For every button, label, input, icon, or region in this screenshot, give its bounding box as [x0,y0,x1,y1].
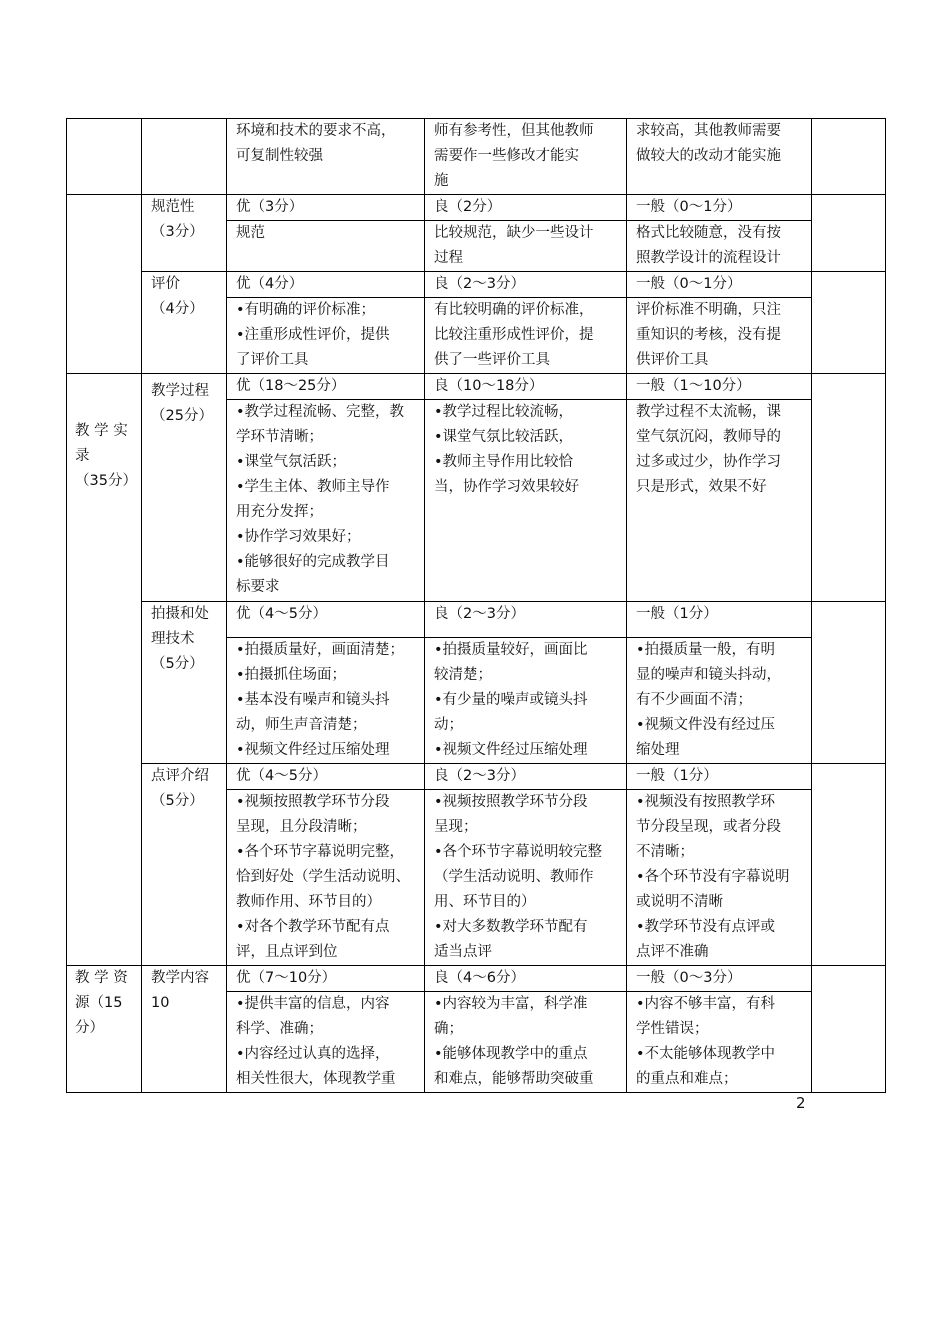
text-line: 教学过程不太流畅，课 [636,404,781,420]
category-name [67,374,142,966]
text-line: 可复制性较强 [236,148,323,164]
criterion-name [142,602,227,764]
text-line: 有比较明确的评价标准， [434,302,594,318]
text-line: 呈现，且分段清晰； [236,819,367,835]
text-line: •拍摄质量一般，有明 [636,642,776,658]
table-row [67,966,886,992]
text-line: •教学过程比较流畅， [434,404,574,420]
category-name [67,966,142,1093]
score-cell [812,119,886,195]
text-line: •教学环节没有点评或 [636,919,776,935]
text-line: •视频文件经过压缩处理 [236,742,390,758]
excellent-desc [227,992,425,1093]
excellent-header: 优（4分） [227,272,425,298]
text-line: 或说明不清晰 [636,894,723,910]
text-line: （3分） [151,224,204,240]
text-line: 施 [434,173,449,189]
text-line: 动，师生声音清楚； [236,717,367,733]
text-line: •对大多数教学环节配有 [434,919,588,935]
text-line: 师有参考性，但其他教师 [434,123,594,139]
text-line: 相关性很大，体现教学重 [236,1071,396,1087]
average-header: 一般（0～1分） [627,272,812,298]
text-line: 源（15 [75,995,123,1011]
text-line: •内容不够丰富，有科 [636,996,776,1012]
text-line: 比较规范，缺少一些设计 [434,225,594,241]
good-desc [425,400,627,602]
text-line: •提供丰富的信息，内容 [236,996,390,1012]
evaluation-table [66,118,886,1093]
score-cell [812,195,886,272]
score-cell [812,272,886,374]
average-header: 一般（0～1分） [627,195,812,221]
text-line: •课堂气氛活跃； [236,454,347,470]
table-row [67,374,886,400]
average-desc [627,638,812,764]
text-line: 科学、准确； [236,1021,323,1037]
good-header: 良（10～18分） [425,374,627,400]
criterion-name [142,272,227,374]
excellent-header: 优（7～10分） [227,966,425,992]
text-line: 确； [434,1021,463,1037]
text-line: •能够很好的完成教学目 [236,554,390,570]
average-header: 一般（1分） [627,602,812,638]
text-line: •有明确的评价标准； [236,302,376,318]
text-line: •拍摄抓住场面； [236,667,347,683]
text-line: 学性错误； [636,1021,709,1037]
text-line: 教 学 资 [75,970,128,986]
category-cell [67,119,142,195]
text-line: 只是形式，效果不好 [636,479,767,495]
text-line: 规范性 [151,199,195,215]
average-header: 一般（1～10分） [627,374,812,400]
text-line: 用、环节目的） [434,894,536,910]
text-line: 的重点和难点； [636,1071,738,1087]
text-line: 10 [151,995,170,1011]
text-line: 适当点评 [434,944,492,960]
table-row [67,195,886,221]
text-line: •内容较为丰富，科学准 [434,996,588,1012]
criterion-name [142,764,227,966]
text-line: •教学过程流畅、完整，教 [236,404,405,420]
good-header: 良（2～3分） [425,272,627,298]
text-line: •能够体现教学中的重点 [434,1046,588,1062]
text-line: •视频没有按照教学环 [636,794,776,810]
good-desc [425,992,627,1093]
text-line: 录 [75,448,90,464]
score-cell [812,374,886,602]
average-desc [627,400,812,602]
text-line: 不清晰； [636,844,694,860]
text-line: •拍摄质量较好，画面比 [434,642,588,658]
average-header: 一般（1分） [627,764,812,790]
text-line: （5分） [151,656,204,672]
text-line: •各个环节字幕说明完整， [236,844,405,860]
text-line: （学生活动说明、教师作 [434,869,594,885]
excellent-desc [227,298,425,374]
text-line: 规范 [236,225,265,241]
text-line: （25分） [151,408,213,424]
score-cell [812,602,886,764]
text-line: 过多或过少，协作学习 [636,454,781,470]
criterion-name [142,195,227,272]
text-line: 恰到好处（学生活动说明、 [236,869,410,885]
text-line: 和难点，能够帮助突破重 [434,1071,594,1087]
score-cell [812,764,886,966]
excellent-header: 优（3分） [227,195,425,221]
good-desc [425,298,627,374]
text-line: •对各个教学环节配有点 [236,919,390,935]
text-line: 较清楚； [434,667,492,683]
good-header: 良（2～3分） [425,602,627,638]
text-line: 呈现； [434,819,478,835]
text-line: 理技术 [151,631,195,647]
text-line: 显的噪声和镜头抖动， [636,667,781,683]
text-line: 教学内容 [151,970,209,986]
text-line: 供了一些评价工具 [434,352,550,368]
text-line: 缩处理 [636,742,680,758]
text-line: •学生主体、教师主导作 [236,479,390,495]
good-header: 良（2～3分） [425,764,627,790]
average-desc [627,790,812,966]
text-line: •各个环节字幕说明较完整 [434,844,603,860]
text-line: •视频按照教学环节分段 [434,794,588,810]
text-line: 供评价工具 [636,352,709,368]
text-line: 重知识的考核，没有提 [636,327,781,343]
good-header: 良（2分） [425,195,627,221]
text-line: 标要求 [236,579,280,595]
text-line: 评，且点评到位 [236,944,338,960]
average-desc [627,298,812,374]
text-line: •课堂气氛比较活跃， [434,429,574,445]
text-line: 节分段呈现，或者分段 [636,819,781,835]
table-row [67,602,886,638]
text-line: 点评不准确 [636,944,709,960]
text-line: 了评价工具 [236,352,309,368]
table-row [67,764,886,790]
text-line: •视频文件经过压缩处理 [434,742,588,758]
excellent-desc [227,119,425,195]
text-line: 过程 [434,250,463,266]
criterion-name [142,966,227,1093]
text-line: （35分） [75,473,137,489]
average-desc [627,119,812,195]
text-line: （5分） [151,793,204,809]
good-desc [425,119,627,195]
excellent-desc [227,790,425,966]
text-line: •视频按照教学环节分段 [236,794,390,810]
text-line: 动； [434,717,463,733]
text-line: 教师作用、环节目的） [236,894,381,910]
text-line: 评价标准不明确，只注 [636,302,781,318]
average-desc [627,992,812,1093]
text-line: 格式比较随意，没有按 [636,225,781,241]
text-line: •有少量的噪声或镜头抖 [434,692,588,708]
category-cell [67,195,142,374]
table-row [67,119,886,195]
text-line: 环境和技术的要求不高， [236,123,396,139]
text-line: 照教学设计的流程设计 [636,250,781,266]
criterion-name [142,374,227,602]
excellent-header: 优（4～5分） [227,764,425,790]
table-row [67,272,886,298]
excellent-header: 优（4～5分） [227,602,425,638]
text-line: 堂气氛沉闷，教师导的 [636,429,781,445]
average-desc [627,221,812,272]
excellent-desc [227,638,425,764]
good-desc [425,638,627,764]
excellent-header: 优（18～25分） [227,374,425,400]
score-cell [812,966,886,1093]
text-line: •内容经过认真的选择， [236,1046,390,1062]
text-line: 点评介绍 [151,768,209,784]
text-line: •协作学习效果好； [236,529,361,545]
text-line: 需要作一些修改才能实 [434,148,579,164]
text-line: 求较高，其他教师需要 [636,123,781,139]
text-line: •视频文件没有经过压 [636,717,776,733]
text-line: •各个环节没有字幕说明 [636,869,790,885]
text-line: 比较注重形成性评价，提 [434,327,594,343]
text-line: 学环节清晰； [236,429,323,445]
text-line: 教学过程 [151,383,209,399]
text-line: •教师主导作用比较恰 [434,454,574,470]
text-line: 做较大的改动才能实施 [636,148,781,164]
criterion-cell [142,119,227,195]
text-line: 用充分发挥； [236,504,323,520]
good-desc [425,221,627,272]
excellent-desc [227,400,425,602]
text-line: （4分） [151,301,204,317]
text-line: 有不少画面不清； [636,692,752,708]
text-line: •不太能够体现教学中 [636,1046,776,1062]
text-line: 分） [75,1020,104,1036]
text-line: 评价 [151,276,180,292]
text-line: •基本没有噪声和镜头抖 [236,692,390,708]
text-line: 当，协作学习效果较好 [434,479,579,495]
excellent-desc [227,221,425,272]
page-number: 2 [796,1094,806,1112]
average-header: 一般（0～3分） [627,966,812,992]
good-header: 良（4～6分） [425,966,627,992]
good-desc [425,790,627,966]
text-line: 拍摄和处 [151,606,209,622]
text-line: •拍摄质量好，画面清楚； [236,642,405,658]
text-line: •注重形成性评价，提供 [236,327,390,343]
text-line: 教 学 实 [75,423,128,439]
